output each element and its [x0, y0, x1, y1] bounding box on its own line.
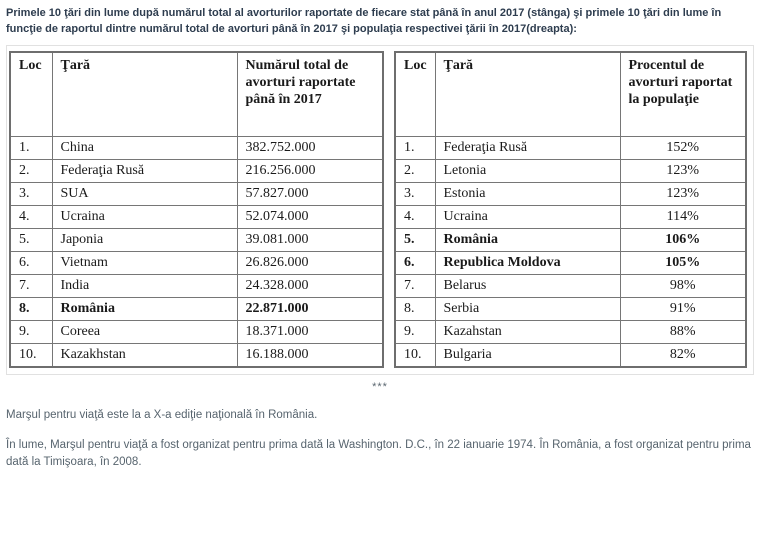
cell-rank: 7.: [395, 274, 435, 297]
cell-rank: 2.: [10, 159, 52, 182]
table-row: [10, 274, 383, 297]
cell-country: Bulgaria: [435, 343, 620, 367]
cell-value: 88%: [620, 320, 746, 343]
tables-figure: [6, 45, 754, 375]
cell-country: Belarus: [435, 274, 620, 297]
table-row: [395, 205, 746, 228]
cell-country: Vietnam: [52, 251, 237, 274]
cell-rank: 3.: [395, 182, 435, 205]
cell-rank: 2.: [395, 159, 435, 182]
cell-value: 114%: [620, 205, 746, 228]
cell-value: 382.752.000: [237, 136, 383, 159]
cell-rank: 7.: [10, 274, 52, 297]
cell-value: 57.827.000: [237, 182, 383, 205]
table-row: [395, 251, 746, 274]
cell-value: 105%: [620, 251, 746, 274]
cell-country: India: [52, 274, 237, 297]
body-paragraph-1: Marşul pentru viaţă este la a X-a ediţie naţională în România.: [6, 408, 318, 421]
table-row: [10, 297, 383, 320]
table-row: [395, 136, 746, 159]
cell-country: Estonia: [435, 182, 620, 205]
table-row: [10, 159, 383, 182]
table-row: [10, 205, 383, 228]
cell-country: Federaţia Rusă: [435, 136, 620, 159]
table-total-abortions: [9, 51, 384, 368]
table-body-total-abortions: [10, 136, 383, 367]
column-header-loc: Loc: [10, 52, 52, 136]
cell-rank: 6.: [10, 251, 52, 274]
column-header-total-abortions: Numărul total de avorturi raportate până în 2017: [237, 52, 383, 136]
intro-paragraph: Primele 10 ţări din lume după numărul total al avorturilor raportate de fiecare stat până în anul 2017 (stânga) şi primele 10 ţări din lume în funcţie de raportul dintre numărul total de avorturi până în 2017 şi populaţia respectivei ţării în 2017(dreapta):: [6, 7, 722, 35]
cell-value: 152%: [620, 136, 746, 159]
column-header-country: Ţară: [52, 52, 237, 136]
cell-country: România: [52, 297, 237, 320]
cell-rank: 5.: [10, 228, 52, 251]
cell-country: Ucraina: [435, 205, 620, 228]
cell-rank: 10.: [395, 343, 435, 367]
article-page: [6, 5, 754, 471]
table-header-row: [395, 52, 746, 136]
cell-rank: 6.: [395, 251, 435, 274]
table-row: [395, 343, 746, 367]
cell-country: Republica Moldova: [435, 251, 620, 274]
table-header-row: [10, 52, 383, 136]
cell-rank: 10.: [10, 343, 52, 367]
cell-country: Ucraina: [52, 205, 237, 228]
section-separator: ***: [372, 380, 388, 393]
table-body-abortion-percentage: [395, 136, 746, 367]
table-row: [395, 159, 746, 182]
cell-country: Federaţia Rusă: [52, 159, 237, 182]
cell-value: 98%: [620, 274, 746, 297]
column-header-country: Ţară: [435, 52, 620, 136]
table-row: [10, 182, 383, 205]
cell-country: România: [435, 228, 620, 251]
cell-country: Letonia: [435, 159, 620, 182]
cell-value: 82%: [620, 343, 746, 367]
column-header-loc: Loc: [395, 52, 435, 136]
cell-rank: 3.: [10, 182, 52, 205]
cell-country: SUA: [52, 182, 237, 205]
cell-rank: 1.: [395, 136, 435, 159]
table-row: [395, 320, 746, 343]
cell-country: Serbia: [435, 297, 620, 320]
table-row: [10, 251, 383, 274]
cell-country: China: [52, 136, 237, 159]
cell-value: 91%: [620, 297, 746, 320]
cell-value: 24.328.000: [237, 274, 383, 297]
table-row: [10, 320, 383, 343]
cell-country: Japonia: [52, 228, 237, 251]
cell-value: 16.188.000: [237, 343, 383, 367]
cell-rank: 5.: [395, 228, 435, 251]
cell-rank: 4.: [10, 205, 52, 228]
cell-value: 52.074.000: [237, 205, 383, 228]
cell-rank: 9.: [395, 320, 435, 343]
table-row: [10, 136, 383, 159]
cell-value: 39.081.000: [237, 228, 383, 251]
table-row: [10, 343, 383, 367]
table-abortion-percentage: [394, 51, 747, 368]
cell-rank: 9.: [10, 320, 52, 343]
cell-country: Kazahstan: [435, 320, 620, 343]
cell-rank: 8.: [395, 297, 435, 320]
cell-rank: 4.: [395, 205, 435, 228]
cell-value: 106%: [620, 228, 746, 251]
cell-value: 18.371.000: [237, 320, 383, 343]
cell-value: 22.871.000: [237, 297, 383, 320]
body-paragraph-2: În lume, Marşul pentru viaţă a fost organizat pentru prima dată la Washington. D.C., în 22 ianuarie 1974. În România, a fost organizat pentru prima dată la Timişoara, în 2008.: [6, 438, 751, 468]
table-row: [395, 297, 746, 320]
column-header-percentage: Procentul de avorturi raportat la populaţie: [620, 52, 746, 136]
table-row: [395, 228, 746, 251]
cell-country: Kazakhstan: [52, 343, 237, 367]
cell-value: 216.256.000: [237, 159, 383, 182]
cell-value: 26.826.000: [237, 251, 383, 274]
cell-country: Coreea: [52, 320, 237, 343]
table-row: [10, 228, 383, 251]
cell-value: 123%: [620, 182, 746, 205]
cell-value: 123%: [620, 159, 746, 182]
table-row: [395, 274, 746, 297]
cell-rank: 1.: [10, 136, 52, 159]
table-row: [395, 182, 746, 205]
cell-rank: 8.: [10, 297, 52, 320]
